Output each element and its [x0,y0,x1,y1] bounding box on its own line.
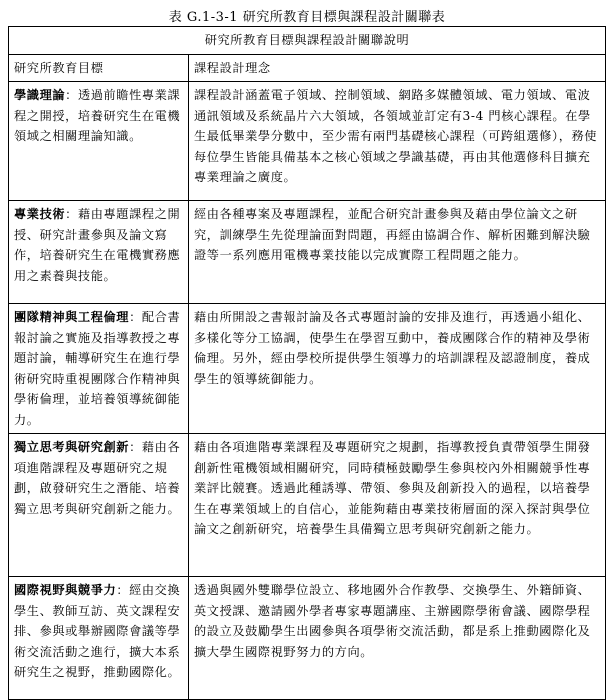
column-header-design: 課程設計理念 [189,54,606,82]
goal-cell [9,304,189,434]
design-cell: 藉由各項進階專業課程及專題研究之規劃，指導教授負責帶領學生開發創新性電機領域相關研究，同時積極鼓勵學生參與校內外相關競爭性專業評比競賽。透過此種誘導、帶領、參與及創新投入的過程，以培養學生在專業領域上的自信心，並能夠藉由專業技術層面的深入探討與學位論文之創新研究，培養學生具備獨立思考與研究創新之能力。 [189,434,606,577]
table-row [9,577,606,700]
column-header-goals: 研究所教育目標 [9,54,189,82]
goal-text: ：透過前瞻性專業課程之開授，培養研究生在電機領域之相關理論知識。 [14,88,181,143]
goal-cell [9,577,189,700]
table-row [9,201,606,304]
goal-label: 學識理論 [14,88,66,102]
goal-label: 國際視野與競爭力 [14,583,117,597]
table-row [9,434,606,577]
goals-curriculum-table [8,26,606,700]
table-row [9,82,606,201]
design-cell: 藉由所開設之書報討論及各式專題討論的安排及進行，再透過小組化、多樣化等分工協調，使學生在學習互動中，養成團隊合作的精神及學術倫理。另外，經由學校所提供學生領導力的培訓課程及認證制度，養成學生的領導統御能力。 [189,304,606,434]
design-cell: 透過與國外雙聯學位設立、移地國外合作教學、交換學生、外籍師資、英文授課、邀請國外學者專家專題講座、主辦國際學術會議、國際學程的設立及鼓勵學生出國參與各項學術交流活動，都是系上推動國際化及擴大學生國際視野努力的方向。 [189,577,606,700]
goal-cell [9,201,189,304]
goal-text: ：經由交換學生、教師互訪、英文課程安排、參與或舉辦國際會議等學術交流活動之進行，擴大本系研究生之視野，推動國際化。 [14,583,181,679]
table-caption: 表 G.1-3-1 研究所教育目標與課程設計關聯表 [168,10,446,25]
column-header-row [9,54,606,82]
table-row [9,304,606,434]
goal-cell [9,82,189,201]
design-cell: 經由各種專案及專題課程，並配合研究計畫參與及藉由學位論文之研究，訓練學生先從理論面對問題，再經由協調合作、解析困難到解決驗證等一系列應用電機專業技能以完成實際工程問題之能力。 [189,201,606,304]
table-title: 研究所教育目標與課程設計關聯說明 [9,27,606,55]
goal-cell [9,434,189,577]
design-cell: 課程設計涵蓋電子領域、控制領域、網路多媒體領域、電力領域、電波通訊領域及系統晶片六大領域，各領域並訂定有3-4 門核心課程。在學生最低畢業學分數中，至少需有兩門基礎核心課程（可跨組選修），務使每位學生皆能具備基本之核心領域之學識基礎，再由其他選修科目擴充專業理論之廣度。 [189,82,606,201]
goal-label: 獨立思考與研究創新 [14,440,130,454]
goal-text: ：藉由專題課程之開授、研究計畫參與及論文寫作，培養研究生在電機實務應用之素養與技能。 [14,207,181,283]
goal-label: 團隊精神與工程倫理 [14,310,130,324]
goal-label: 專業技術 [14,207,66,221]
goal-text: ：配合書報討論之實施及指導教授之專題討論，輔導研究生在進行學術研究時重視團隊合作精神與學術倫理，並培養領導統御能力。 [14,310,181,427]
table-title-row [9,27,606,55]
goal-text: ：藉由各項進階課程及專題研究之規劃，啟發研究生之潛能、培養獨立思考與研究創新之能力。 [14,440,181,516]
